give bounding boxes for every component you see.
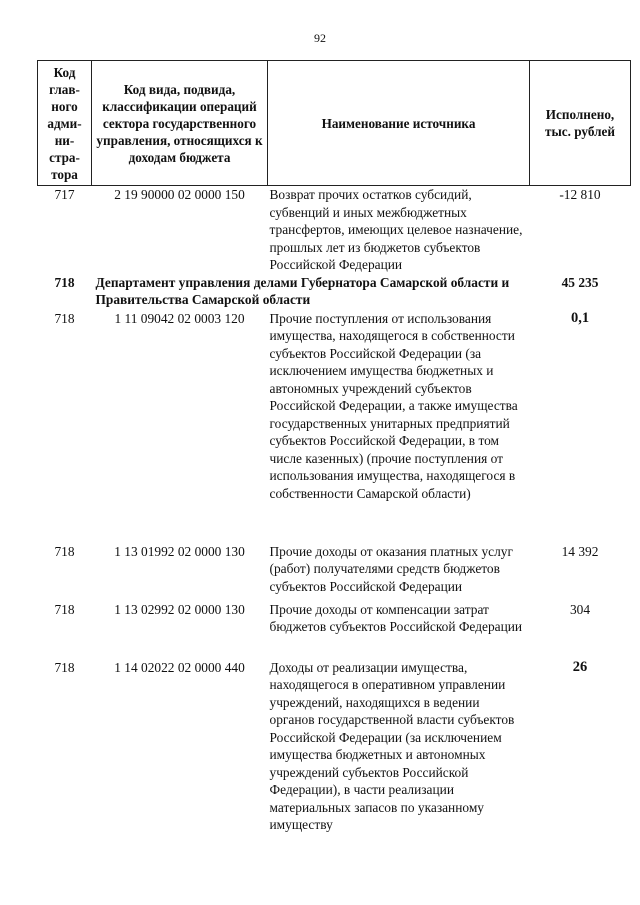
header-classification-code: Код вида, подвида, классификации операций сектора государственного управления, относящихся к доходам бюджета [92, 61, 268, 186]
classification-code-cell: 1 13 02992 02 0000 130 [114, 601, 245, 617]
table-row [38, 659, 631, 834]
amount-cell: 304 [569, 601, 591, 617]
table-row [38, 310, 631, 543]
department-row [38, 274, 631, 310]
header-executed: Исполнено, тыс. рублей [530, 61, 631, 186]
page-number: 92 [314, 31, 326, 45]
amount-cell: 45 235 [561, 274, 599, 290]
table-row [38, 601, 631, 659]
amount-cell: 26 [572, 658, 588, 675]
classification-code-cell: 1 13 01992 02 0000 130 [114, 543, 245, 559]
table-header-row [38, 61, 631, 186]
classification-code-cell: 1 11 09042 02 0003 120 [114, 310, 245, 326]
amount-cell: 14 392 [561, 543, 599, 559]
admin-code-cell: 718 [54, 274, 75, 290]
source-name-cell: Доходы от реализации имущества, находящегося в оперативном управлении учреждений, находящихся в ведении органов государственной власти субъектов Российской Федерации (за исключением имущества бюджетных и автономных учреждений субъектов Российской Федерации), в части реализации материальных запасов по указанному имуществу [269, 659, 515, 832]
admin-code-cell: 718 [54, 543, 75, 559]
admin-code-cell: 717 [54, 187, 75, 202]
source-name-cell: Прочие доходы от компенсации затрат бюджетов субъектов Российской Федерации [269, 601, 523, 634]
admin-code-cell: 718 [54, 659, 75, 675]
source-name-cell: Прочие доходы от оказания платных услуг (работ) получателями средств бюджетов субъектов Российской Федерации [269, 543, 513, 594]
department-name-cell: Департамент управления делами Губернатора Самарской области и Правительства Самарской области [95, 274, 510, 307]
table-row [38, 186, 631, 274]
admin-code-cell: 718 [54, 310, 75, 326]
amount-cell: 0,1 [570, 309, 590, 326]
admin-code-cell: 718 [54, 601, 75, 617]
header-source-name: Наименование источника [268, 61, 530, 186]
header-admin-code: Код глав-ного адми-ни-стра-тора [38, 61, 92, 186]
table-row [38, 543, 631, 601]
source-name-cell: Возврат прочих остатков субсидий, субвенций и иных межбюджетных трансфертов, имеющих целевое назначение, прошлых лет из бюджетов субъектов Российской Федерации [269, 187, 523, 272]
classification-code-cell: 1 14 02022 02 0000 440 [114, 659, 245, 675]
revenue-table [37, 60, 631, 834]
amount-cell: -12 810 [559, 187, 601, 202]
source-name-cell: Прочие поступления от использования имущества, находящегося в собственности субъектов Российской Федерации (за исключением имущества бюджетных и автономных учреждений субъектов Российской Федерации, а также имущества государственных унитарных предприятий субъектов Российской Федерации, в том числе казенных) (прочие поступления от использования имущества, находящегося в собственности Самарской области) [269, 310, 518, 501]
classification-code-cell: 2 19 90000 02 0000 150 [114, 187, 245, 202]
